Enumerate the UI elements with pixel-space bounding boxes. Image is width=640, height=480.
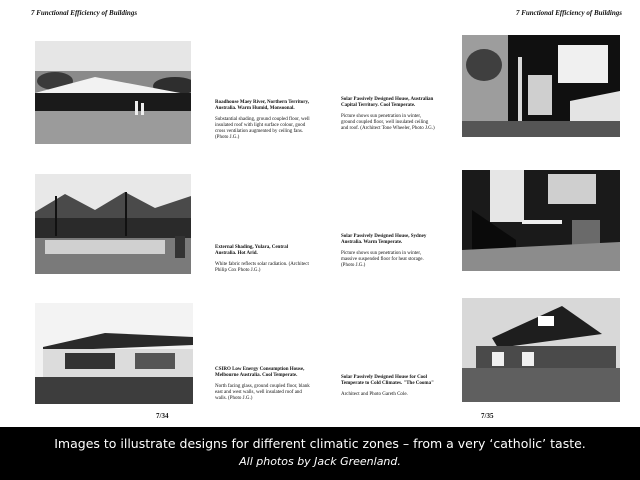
caption-banner: [0, 427, 640, 480]
caption-title: CSIRO Low Energy Consumption House, Melbourne Australia. Cool Temperate.: [215, 367, 305, 378]
caption-title: Roadhouse Maey River, Northern Territory, Australia. Warm Humid, Monsoonal.: [215, 100, 309, 111]
caption-yulara: [215, 245, 310, 274]
cooma-house-photo: [462, 298, 620, 402]
caption-body: North facing glass, ground coupled floor, blank east and west walls, well insulated roof and walls. (Photo J.G.): [215, 384, 310, 401]
banner-main-text: Images to illustrate designs for different climatic zones – from a very ‘catholic’ taste.: [54, 436, 586, 451]
caption-csiro: [215, 367, 310, 402]
caption-title: External Shading, Yulara, Central Australia. Hot Arid.: [215, 245, 289, 256]
caption-sydney-house: [341, 234, 436, 269]
roadhouse-photo: [35, 41, 191, 144]
sydney-house-interior-photo: [462, 170, 620, 271]
caption-act-house: [341, 97, 436, 132]
caption-body: Substantial shading, ground coupled floor, well insulated roof with light surface colour, good cross ventilation augmented by ceiling fans. (Photo J.G.): [215, 117, 310, 140]
page-number-right: 7/35: [481, 412, 494, 420]
caption-cooma-house: [341, 375, 436, 398]
yulara-shade-photo: [35, 174, 191, 274]
caption-roadhouse: [215, 100, 310, 141]
caption-body: White fabric reflects solar radiation. (Architect Philip Cox Photo J.G.): [215, 262, 309, 273]
page-number-left: 7/34: [156, 412, 169, 420]
caption-title: Solar Passively Designed House, Australian Capital Territory. Cool Temperate.: [341, 97, 434, 108]
caption-body: Picture shows sun penetration in winter, massive suspended floor for heat storage.(Photo J.G.): [341, 251, 424, 268]
banner-credit-text: All photos by Jack Greenland.: [239, 455, 401, 468]
caption-body: Architect and Photo Gareth Cole.: [341, 392, 408, 397]
page-header-left: 7 Functional Efficiency of Buildings: [31, 9, 138, 17]
caption-title: Solar Passively Designed House, Sydney Australia. Warm Temperate.: [341, 234, 427, 245]
caption-title: Solar Passively Designed House for Cool Temperate to Cold Climates. "The Cooma": [341, 375, 434, 386]
page-header-right: 7 Functional Efficiency of Buildings: [515, 9, 622, 17]
act-house-interior-photo: [462, 35, 620, 137]
csiro-house-photo: [35, 303, 193, 404]
caption-body: Picture shows sun penetration in winter, ground coupled floor, well insulated ceiling and roof. (Architect Tone Wheeler, Photo J.G.): [341, 114, 435, 131]
